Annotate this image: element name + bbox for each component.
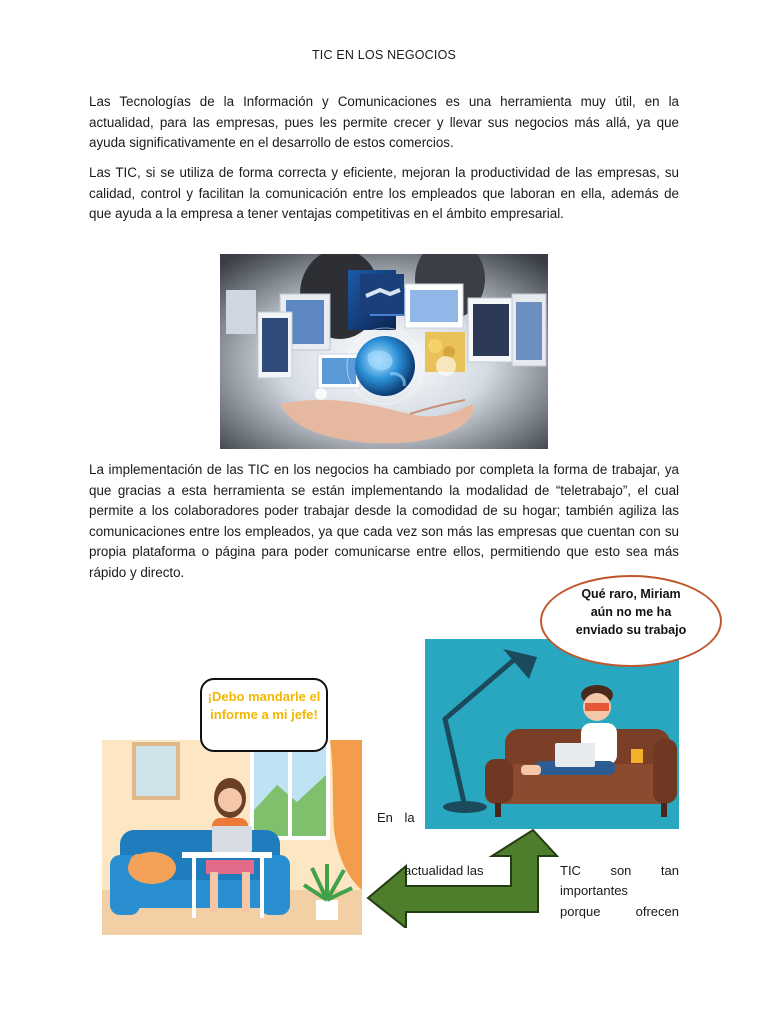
text-fragment-actualidad: actualidad las [404, 863, 484, 878]
document-title: TIC EN LOS NEGOCIOS [311, 48, 457, 62]
woman-working-from-home-illustration [102, 740, 362, 935]
speech-bubble-man: Qué raro, Miriam aún no me ha enviado su trabajo [540, 575, 722, 667]
text-fragment-tic-son-tan: TIC son tan [560, 863, 679, 878]
text-fragment-porque-ofrecen: porque ofrecen [560, 904, 679, 919]
text-fragment-en-la: En la [377, 810, 415, 825]
speech-bubble-woman: ¡Debo mandarle el informe a mi jefe! [200, 678, 328, 752]
paragraph-tic-benefits: Las TIC, si se utiliza de forma correcta y eficiente, mejoran la productividad de las empresas, su calidad, control y facilitan la comunicación entre los empleados que laboran en ella, además de que ayuda a la empresa a tener ventajas competitivas en el ámbito empresarial. [89, 165, 679, 222]
paragraph-teletrabajo: La implementación de las TIC en los negocios ha cambiado por completa la forma de trabajar, ya que gracias a esta herramienta se están implementando la modalidad de “teletrabajo”, el cual permite a los colaboradores poder trabajar desde la comodidad de su hogar; también agiliza las comunicaciones entre los empleados, ya que cada vez son más las empresas que cuentan con su propia plataforma o página para poder comunicarse entre ellos, permitiendo que esto sea más rápido y directo. [89, 462, 679, 580]
man-on-sofa-illustration [425, 639, 679, 829]
business-technology-image [220, 254, 548, 449]
text-fragment-importantes: importantes [560, 883, 628, 898]
paragraph-intro: Las Tecnologías de la Información y Comunicaciones es una herramienta muy útil, en la actualidad, para las empresas, pues les permite crecer y llevar sus negocios más allá, ya que ayuda significativamente en el desarrollo de estos comercios. [89, 94, 679, 151]
